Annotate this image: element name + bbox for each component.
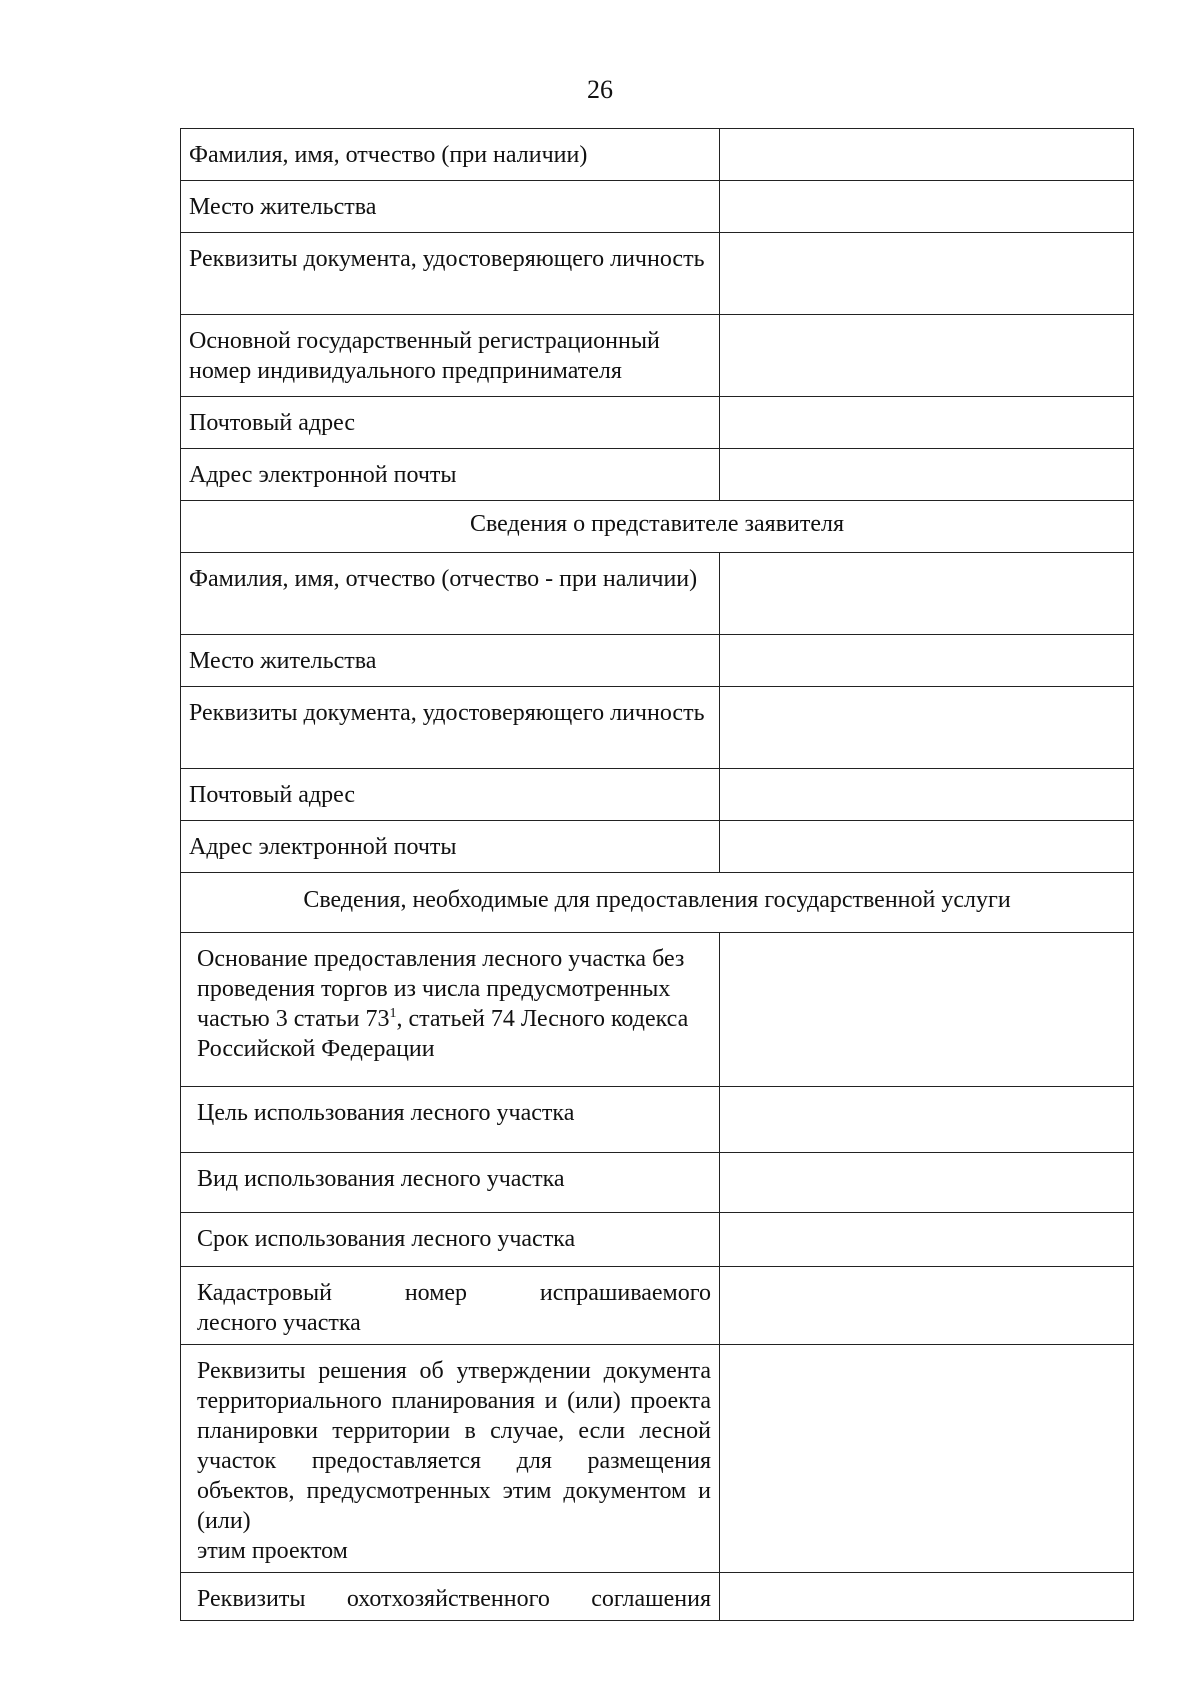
- section-title-representative: Сведения о представителе заявителя: [181, 501, 1134, 553]
- field-label-email: Адрес электронной почты: [181, 449, 720, 501]
- field-label-rep-full-name: Фамилия, имя, отчество (отчество - при наличии): [181, 553, 720, 635]
- field-label-purpose: Цель использования лесного участка: [181, 1087, 720, 1153]
- table-row: [181, 129, 1134, 181]
- basis-superscript: 1: [389, 1006, 397, 1021]
- table-row: [181, 1153, 1134, 1213]
- decision-text: Реквизиты решения об утверждении документа территориального планирования и (или) проекта планировки территории в случае, если лесной участок предоставляется для размещения объектов, предусмотренных этим документом и (или): [197, 1358, 711, 1534]
- field-label-rep-identity-document: Реквизиты документа, удостоверяющего личность: [181, 687, 720, 769]
- field-value-hunting-agreement[interactable]: [720, 1573, 1134, 1621]
- table-row: [181, 635, 1134, 687]
- field-label-identity-document: Реквизиты документа, удостоверяющего личность: [181, 233, 720, 315]
- field-label-cadastral: [181, 1267, 720, 1345]
- field-value-ogrnip[interactable]: [720, 315, 1134, 397]
- field-value-postal-address[interactable]: [720, 397, 1134, 449]
- table-row: [181, 769, 1134, 821]
- hunting-agreement-text: Реквизиты охотхозяйственного соглашения: [197, 1586, 711, 1612]
- field-value-identity-document[interactable]: [720, 233, 1134, 315]
- page-number: 26: [587, 75, 613, 104]
- table-row: [181, 1267, 1134, 1345]
- field-label-full-name: Фамилия, имя, отчество (при наличии): [181, 129, 720, 181]
- table-row: [181, 1573, 1134, 1621]
- decision-text-last: этим проектом: [197, 1538, 348, 1564]
- field-value-rep-postal-address[interactable]: [720, 769, 1134, 821]
- table-row: [181, 821, 1134, 873]
- table-row: [181, 553, 1134, 635]
- cadastral-text: Кадастровый номер испрашиваемого: [197, 1280, 711, 1306]
- section-row: [181, 873, 1134, 933]
- section-title-service: Сведения, необходимые для предоставления государственной услуги: [181, 873, 1134, 933]
- field-label-planning-decision: [181, 1345, 720, 1573]
- field-label-postal-address: Почтовый адрес: [181, 397, 720, 449]
- field-value-basis[interactable]: [720, 933, 1134, 1087]
- field-label-rep-residence: Место жительства: [181, 635, 720, 687]
- application-form-table: [180, 128, 1134, 1621]
- table-row: [181, 181, 1134, 233]
- field-value-cadastral[interactable]: [720, 1267, 1134, 1345]
- field-value-purpose[interactable]: [720, 1087, 1134, 1153]
- basis-text: Основание предоставления лесного участка без проведения торгов из числа предусмотренных частью 3 статьи 73: [197, 946, 685, 1032]
- field-value-planning-decision[interactable]: [720, 1345, 1134, 1573]
- field-label-residence: Место жительства: [181, 181, 720, 233]
- field-value-kind[interactable]: [720, 1153, 1134, 1213]
- table-row: [181, 1087, 1134, 1153]
- table-row: [181, 687, 1134, 769]
- field-label-rep-email: Адрес электронной почты: [181, 821, 720, 873]
- table-row: [181, 315, 1134, 397]
- basis-tail: , статьей 74 Лесного кодекса Российской Федерации: [197, 1006, 689, 1062]
- field-value-rep-full-name[interactable]: [720, 553, 1134, 635]
- field-value-residence[interactable]: [720, 181, 1134, 233]
- field-label-hunting-agreement: [181, 1573, 720, 1621]
- field-value-full-name[interactable]: [720, 129, 1134, 181]
- section-row: [181, 501, 1134, 553]
- cadastral-text-last: лесного участка: [197, 1310, 361, 1336]
- table-row: [181, 1345, 1134, 1573]
- table-row: [181, 233, 1134, 315]
- field-label-kind: Вид использования лесного участка: [181, 1153, 720, 1213]
- field-label-rep-postal-address: Почтовый адрес: [181, 769, 720, 821]
- field-value-rep-email[interactable]: [720, 821, 1134, 873]
- table-row: [181, 397, 1134, 449]
- field-value-rep-residence[interactable]: [720, 635, 1134, 687]
- field-value-term[interactable]: [720, 1213, 1134, 1267]
- field-value-email[interactable]: [720, 449, 1134, 501]
- table-row: [181, 449, 1134, 501]
- table-row: [181, 1213, 1134, 1267]
- field-label-basis: [181, 933, 720, 1087]
- field-value-rep-identity-document[interactable]: [720, 687, 1134, 769]
- table-row: [181, 933, 1134, 1087]
- field-label-term: Срок использования лесного участка: [181, 1213, 720, 1267]
- field-label-ogrnip: Основной государственный регистрационный номер индивидуального предпринимателя: [181, 315, 720, 397]
